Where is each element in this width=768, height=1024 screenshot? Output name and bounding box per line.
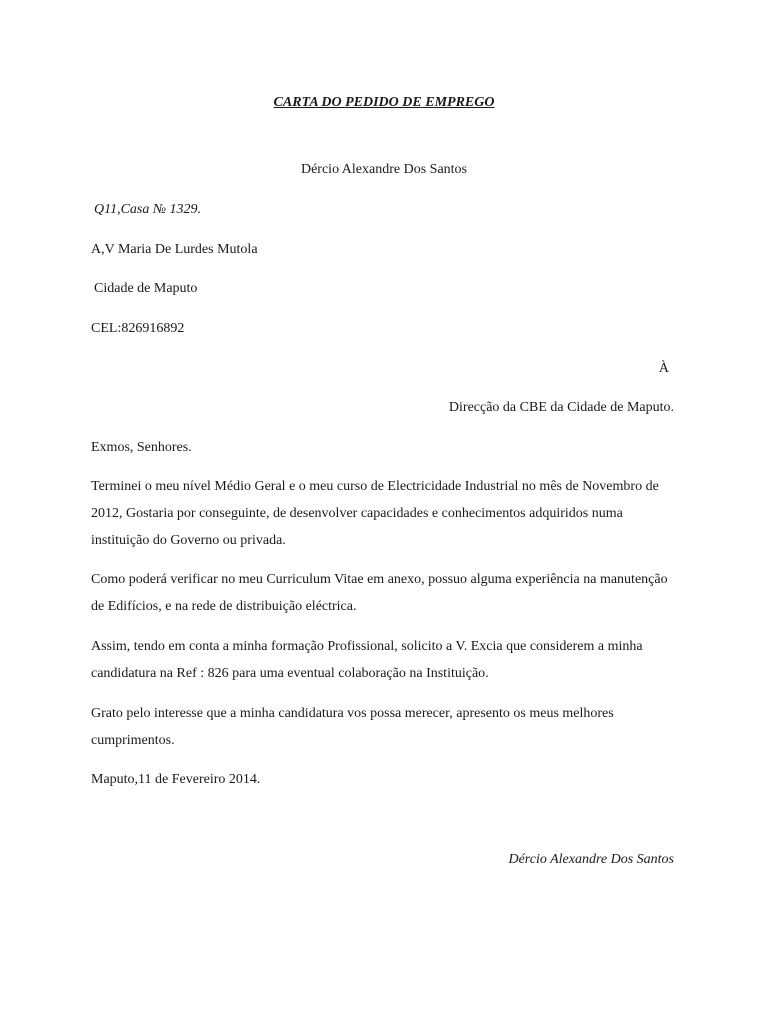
letter-title: CARTA DO PEDIDO DE EMPREGO xyxy=(273,95,495,110)
address-city: Cidade de Maputo xyxy=(94,281,198,296)
phone-number: CEL:826916892 xyxy=(91,321,185,336)
address-line-1: Q11,Casa № 1329. xyxy=(94,202,202,217)
address-line-2: A,V Maria De Lurdes Mutola xyxy=(91,242,258,257)
paragraph-3: Assim, tendo em conta a minha formação Profissional, solicito a V. Excia que considerem a minha candidatura na Ref : 826 para uma eventual colaboração na Instituição. xyxy=(91,639,643,681)
signature: Dércio Alexandre Dos Santos xyxy=(508,852,674,867)
salutation: Exmos, Senhores. xyxy=(91,440,192,455)
date-line: Maputo,11 de Fevereiro 2014. xyxy=(91,772,261,787)
paragraph-4: Grato pelo interesse que a minha candidatura vos possa merecer, apresento os meus melhores cumprimentos. xyxy=(91,706,614,748)
paragraph-2: Como poderá verificar no meu Curriculum Vitae em anexo, possuo alguma experiência na manutenção de Edifícios, e na rede de distribuição eléctrica. xyxy=(91,572,668,614)
sender-name: Dércio Alexandre Dos Santos xyxy=(300,162,468,177)
paragraph-1: Terminei o meu nível Médio Geral e o meu curso de Electricidade Industrial no mês de Novembro de 2012, Gostaria por conseguinte, de desenvolver capacidades e conhecimentos adquiridos numa instituição do Governo ou privada. xyxy=(91,479,659,548)
recipient-name: Direcção da CBE da Cidade de Maputo. xyxy=(448,400,674,415)
recipient-prefix: À xyxy=(658,361,669,376)
